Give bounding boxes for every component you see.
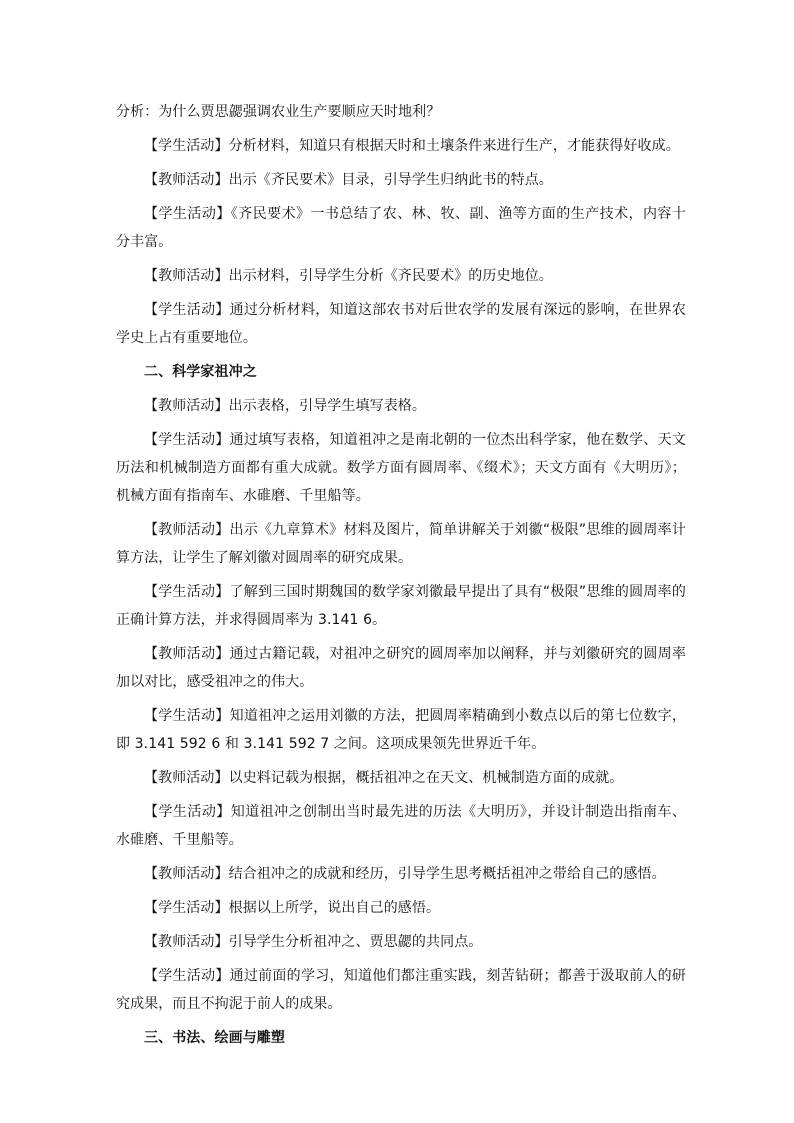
section-heading-zu-chongzhi: 二、科学家祖冲之 [144, 364, 257, 380]
teacher-activity-paragraph: 【教师活动】出示《九章算术》材料及图片，简单讲解关于刘徽“极限”思维的圆周率计算方法，让学生了解刘徽对圆周率的研究成果。 [116, 522, 686, 566]
teacher-activity-paragraph: 【教师活动】引导学生分析祖冲之、贾思勰的共同点。 [144, 934, 483, 950]
teacher-activity-paragraph: 【教师活动】以史料记载为根据，概括祖冲之在天文、机械制造方面的成就。 [144, 770, 624, 786]
analysis-question: 分析：为什么贾思勰强调农业生产要顺应天时地利？ [116, 104, 441, 120]
student-activity-paragraph: 【学生活动】知道祖冲之运用刘徽的方法，把圆周率精确到小数点以后的第七位数字，即 3.141 592 6 和 3.141 592 7 之间。这项成果领先世界近千年。 [116, 708, 686, 752]
student-activity-paragraph: 【学生活动】《齐民要术》一书总结了农、林、牧、副、渔等方面的生产技术，内容十分丰富。 [116, 206, 686, 250]
student-activity-paragraph: 【学生活动】根据以上所学，说出自己的感悟。 [144, 900, 441, 916]
teacher-activity-paragraph: 【教师活动】通过古籍记载，对祖冲之研究的圆周率加以阐释，并与刘徽研究的圆周率加以对比，感受祖冲之的伟大。 [116, 646, 686, 690]
document-body [116, 98, 686, 1052]
student-activity-paragraph: 【学生活动】通过填写表格，知道祖冲之是南北朝的一位杰出科学家，他在数学、天文历法和机械制造方面都有重大成就。数学方面有圆周率、《缀术》；天文方面有《大明历》；机械方面有指南车、水碓磨、千里船等。 [116, 432, 686, 504]
teacher-activity-paragraph: 【教师活动】出示《齐民要术》目录，引导学生归纳此书的特点。 [144, 172, 553, 188]
student-activity-paragraph: 【学生活动】知道祖冲之创制出当时最先进的历法《大明历》，并设计制造出指南车、水碓磨、千里船等。 [116, 804, 686, 848]
teacher-activity-paragraph: 【教师活动】出示表格，引导学生填写表格。 [144, 398, 426, 414]
teacher-activity-paragraph: 【教师活动】结合祖冲之的成就和经历，引导学生思考概括祖冲之带给自己的感悟。 [144, 866, 666, 882]
student-activity-paragraph: 【学生活动】了解到三国时期魏国的数学家刘徽最早提出了具有“极限”思维的圆周率的正确计算方法，并求得圆周率为 3.141 6。 [116, 584, 686, 628]
teacher-activity-paragraph: 【教师活动】出示材料，引导学生分析《齐民要术》的历史地位。 [144, 268, 553, 284]
student-activity-paragraph: 【学生活动】通过前面的学习，知道他们都注重实践，刻苦钻研；都善于汲取前人的研究成果，而且不拘泥于前人的成果。 [116, 968, 686, 1012]
student-activity-paragraph: 【学生活动】分析材料，知道只有根据天时和土壤条件来进行生产，才能获得好收成。 [144, 138, 680, 154]
student-activity-paragraph: 【学生活动】通过分析材料，知道这部农书对后世农学的发展有深远的影响，在世界农学史上占有重要地位。 [116, 302, 686, 346]
section-heading-calligraphy: 三、书法、绘画与雕塑 [144, 1030, 285, 1046]
